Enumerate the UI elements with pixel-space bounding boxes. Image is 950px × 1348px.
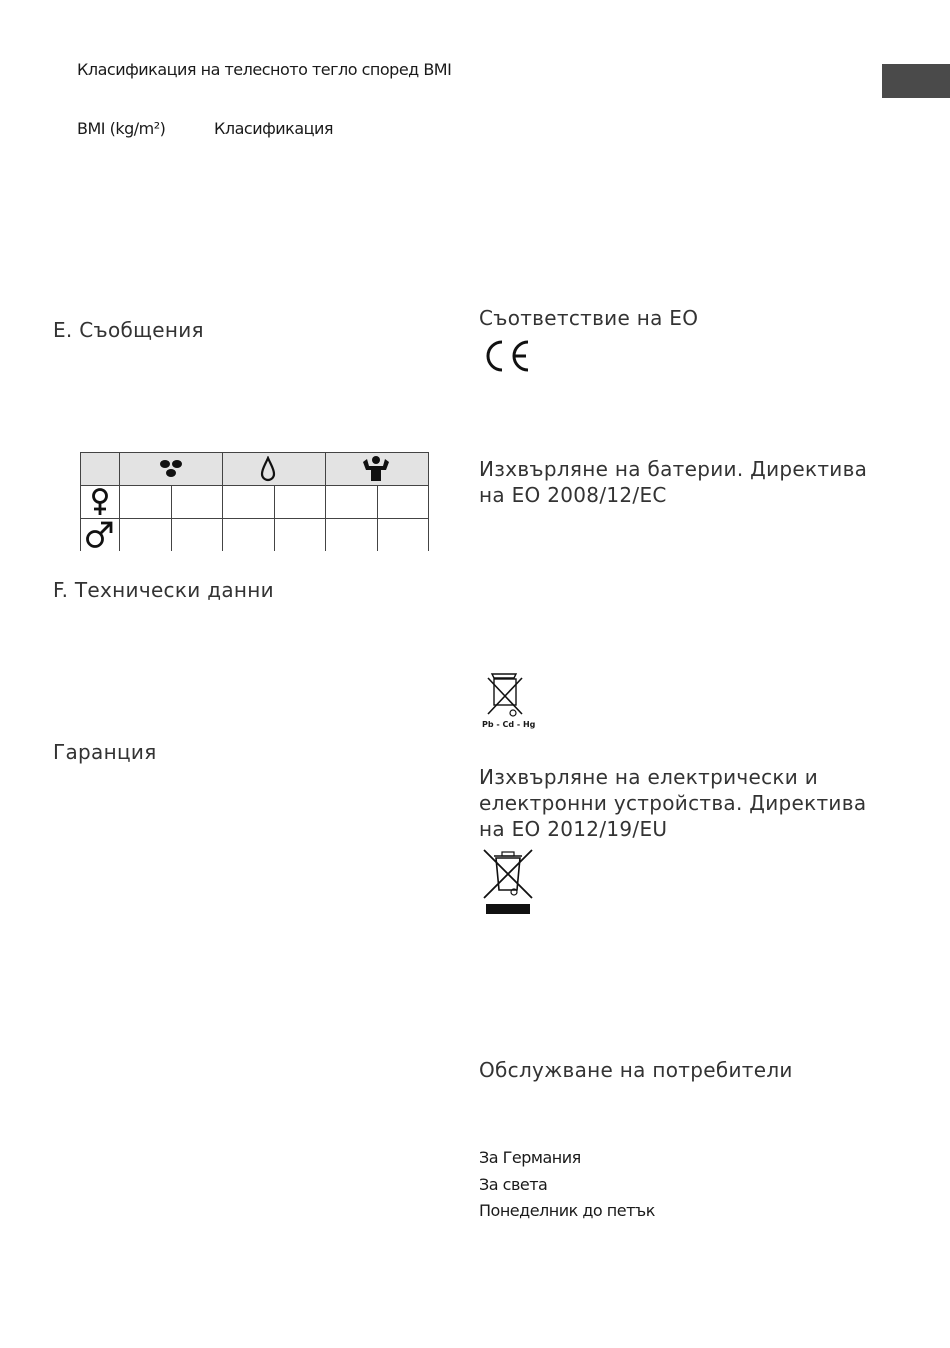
- customer-service-heading: Обслужване на потребители: [479, 1058, 793, 1082]
- male-symbol-icon: [84, 521, 114, 549]
- section-e-heading: E. Съобщения: [53, 318, 204, 342]
- battery-disposal-symbol: [478, 668, 534, 732]
- service-line-hours: Понеделник до петък: [479, 1201, 655, 1220]
- service-line-germany: За Германия: [479, 1148, 581, 1167]
- water-drop-icon: [260, 456, 276, 482]
- weee-crossed-bin-icon: [480, 848, 536, 916]
- weee-disposal-heading: Изхвърляне на електрически и електронни устройства. Директива на ЕО 2012/19/EU: [479, 765, 867, 841]
- section-f-heading: F. Технически данни: [53, 578, 274, 602]
- female-symbol-icon: [89, 488, 111, 516]
- language-tab: [882, 64, 950, 98]
- battery-symbol-label: Pb - Cd - Hg: [482, 720, 536, 729]
- muscle-icon: [360, 454, 392, 482]
- classification-column-header: Класификация: [214, 119, 334, 138]
- ce-mark-icon: [478, 338, 534, 374]
- crossed-bin-icon: [478, 668, 534, 720]
- bmi-classification-title: Класификация на телесното тегло според BMI: [77, 60, 452, 79]
- messages-table: [80, 452, 429, 551]
- bmi-column-header: BMI (kg/m²): [77, 119, 166, 138]
- service-line-world: За света: [479, 1175, 548, 1194]
- warranty-heading: Гаранция: [53, 740, 157, 764]
- body-fat-icon: [156, 458, 186, 478]
- ce-conformity-heading: Съответствие на ЕО: [479, 306, 699, 330]
- battery-disposal-heading: Изхвърляне на батерии. Директива на ЕО 2008/12/ЕС: [479, 457, 868, 507]
